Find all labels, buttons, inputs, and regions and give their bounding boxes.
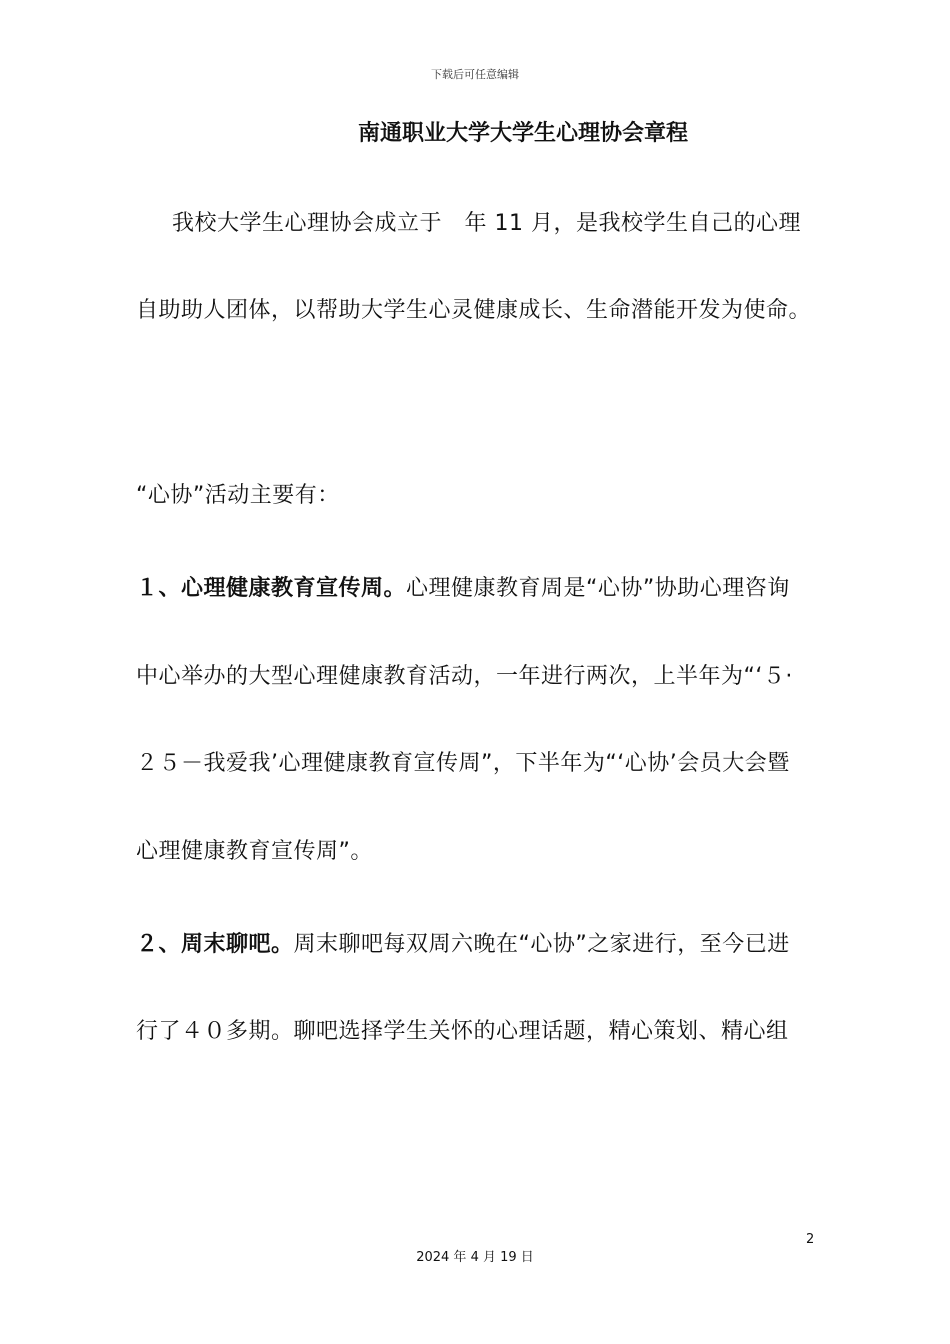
intro-line-2: 自助助人团体，以帮助大学生心灵健康成长、生命潜能开发为使命。 xyxy=(136,298,812,323)
footer-date: 2024 年 4 月 19 日 xyxy=(416,1250,534,1265)
document-title: 南通职业大学大学生心理协会章程 xyxy=(357,121,688,146)
item1-heading: １、心理健康教育宣传周。 xyxy=(136,576,407,601)
item1-line-4: 心理健康教育宣传周”。 xyxy=(136,839,373,864)
item1-line-3: ２５－我爱我’心理健康教育宣传周”，下半年为“‘心协’会员大会暨 xyxy=(136,751,790,776)
page-number: 2 xyxy=(806,1232,815,1247)
activities-heading: “心协”活动主要有： xyxy=(136,483,340,508)
item2-line-1-text: 周末聊吧每双周六晚在“心协”之家进行，至今已进 xyxy=(293,932,790,957)
item1-paragraph-line-1 xyxy=(136,574,790,604)
item1-line-2: 中心举办的大型心理健康教育活动，一年进行两次，上半年为“‘５· xyxy=(136,664,793,689)
item2-heading: ２、周末聊吧。 xyxy=(136,932,294,957)
intro-line-1: 我校大学生心理协会成立于 年 11 月，是我校学生自己的心理 xyxy=(172,211,801,236)
item2-paragraph-line-1 xyxy=(136,930,790,960)
header-note: 下载后可任意编辑 xyxy=(431,68,519,81)
item1-line-1-text: 心理健康教育周是“心协”协助心理咨询 xyxy=(406,576,790,601)
item2-line-2: 行了４０多期。聊吧选择学生关怀的心理话题，精心策划、精心组 xyxy=(136,1019,789,1044)
